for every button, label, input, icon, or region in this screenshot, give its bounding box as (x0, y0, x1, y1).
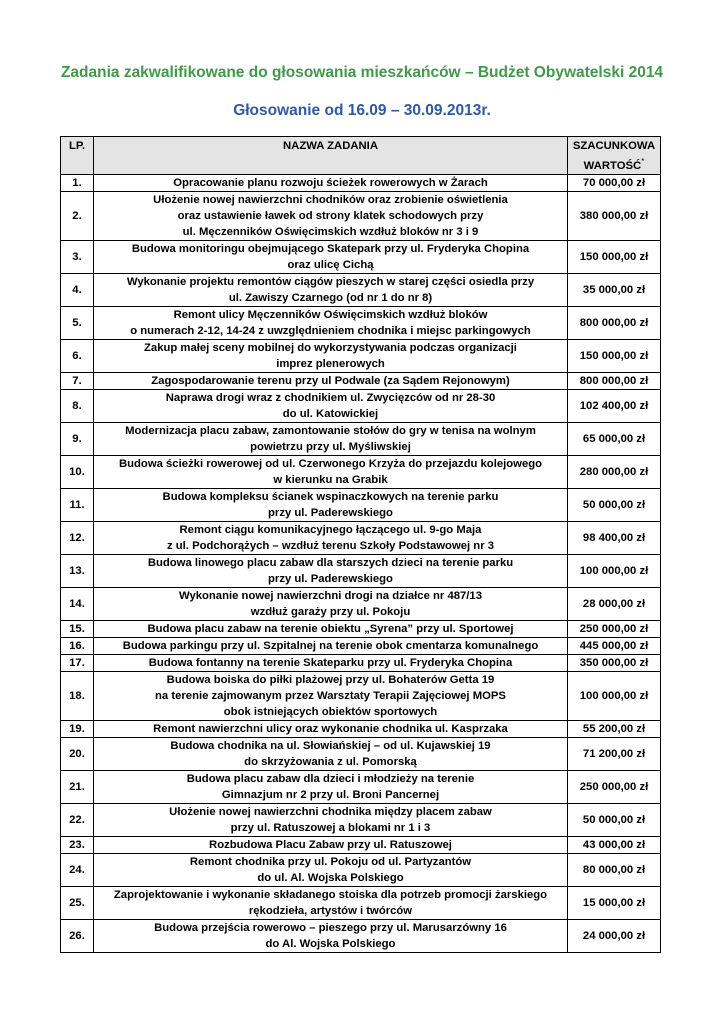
table-header-row (61, 137, 661, 175)
table-row (61, 389, 661, 422)
row-number: 1. (61, 174, 94, 191)
table-row (61, 637, 661, 654)
row-number: 22. (61, 803, 94, 836)
estimated-value: 380 000,00 zł (568, 191, 661, 240)
estimated-value: 102 400,00 zł (568, 389, 661, 422)
row-number: 2. (61, 191, 94, 240)
row-number: 5. (61, 306, 94, 339)
task-name: Zakup małej sceny mobilnej do wykorzystywania podczas organizacji imprez plenerowych (94, 339, 568, 372)
estimated-value: 800 000,00 zł (568, 306, 661, 339)
estimated-value: 70 000,00 zł (568, 174, 661, 191)
table-row (61, 770, 661, 803)
row-number: 17. (61, 654, 94, 671)
row-number: 26. (61, 919, 94, 952)
table-row (61, 737, 661, 770)
task-name: Wykonanie nowej nawierzchni drogi na działce nr 487/13 wzdłuż garaży przy ul. Pokoju (94, 587, 568, 620)
row-number: 10. (61, 455, 94, 488)
estimated-value: 28 000,00 zł (568, 587, 661, 620)
task-name: Ułożenie nowej nawierzchni chodnika między placem zabaw przy ul. Ratuszowej a blokami nr 1 i 3 (94, 803, 568, 836)
estimated-value: 43 000,00 zł (568, 836, 661, 853)
estimated-value: 280 000,00 zł (568, 455, 661, 488)
estimated-value: 15 000,00 zł (568, 886, 661, 919)
row-number: 24. (61, 853, 94, 886)
estimated-value: 250 000,00 zł (568, 620, 661, 637)
task-name: Budowa przejścia rowerowo – pieszego przy ul. Marusarzówny 16 do Al. Wojska Polskiego (94, 919, 568, 952)
table-row (61, 654, 661, 671)
row-number: 18. (61, 671, 94, 720)
table-row (61, 372, 661, 389)
task-name: Budowa placu zabaw dla dzieci i młodzieży na terenie Gimnazjum nr 2 przy ul. Broni Pancernej (94, 770, 568, 803)
task-name: Budowa monitoringu obejmującego Skatepark przy ul. Fryderyka Chopina oraz ulicę Cichą (94, 240, 568, 273)
task-name: Budowa parkingu przy ul. Szpitalnej na terenie obok cmentarza komunalnego (94, 637, 568, 654)
estimated-value: 50 000,00 zł (568, 803, 661, 836)
task-name: Zaprojektowanie i wykonanie składanego stoiska dla potrzeb promocji żarskiego rękodzieła, artystów i twórców (94, 886, 568, 919)
estimated-value: 800 000,00 zł (568, 372, 661, 389)
task-name: Budowa fontanny na terenie Skateparku przy ul. Fryderyka Chopina (94, 654, 568, 671)
row-number: 13. (61, 554, 94, 587)
tasks-table (60, 136, 661, 953)
table-row (61, 919, 661, 952)
row-number: 21. (61, 770, 94, 803)
header-estimated-value (568, 137, 661, 175)
estimated-value: 445 000,00 zł (568, 637, 661, 654)
row-number: 15. (61, 620, 94, 637)
table-body (61, 174, 661, 952)
estimated-value: 98 400,00 zł (568, 521, 661, 554)
row-number: 4. (61, 273, 94, 306)
estimated-value: 250 000,00 zł (568, 770, 661, 803)
table-row (61, 836, 661, 853)
row-number: 12. (61, 521, 94, 554)
table-row (61, 240, 661, 273)
row-number: 11. (61, 488, 94, 521)
estimated-value: 100 000,00 zł (568, 554, 661, 587)
task-name: Opracowanie planu rozwoju ścieżek rowerowych w Żarach (94, 174, 568, 191)
estimated-value: 150 000,00 zł (568, 240, 661, 273)
table-row (61, 422, 661, 455)
task-name: Ułożenie nowej nawierzchni chodników oraz zrobienie oświetlenia oraz ustawienie ławek od strony klatek schodowych przy ul. Męczenników Oświęcimskich wzdłuż bloków nr 3 i 9 (94, 191, 568, 240)
table-row (61, 455, 661, 488)
table-row (61, 521, 661, 554)
task-name: Budowa chodnika na ul. Słowiańskiej – od ul. Kujawskiej 19 do skrzyżowania z ul. Pomorską (94, 737, 568, 770)
table-row (61, 620, 661, 637)
table-row (61, 803, 661, 836)
task-name: Budowa linowego placu zabaw dla starszych dzieci na terenie parku przy ul. Paderewskiego (94, 554, 568, 587)
task-name: Remont ciągu komunikacyjnego łączącego ul. 9-go Maja z ul. Podchorążych – wzdłuż terenu Szkoły Podstawowej nr 3 (94, 521, 568, 554)
table-row (61, 339, 661, 372)
task-name: Remont chodnika przy ul. Pokoju od ul. Partyzantów do ul. Al. Wojska Polskiego (94, 853, 568, 886)
table-row (61, 488, 661, 521)
task-name: Budowa boiska do piłki plażowej przy ul. Bohaterów Getta 19 na terenie zajmowanym przez Warsztaty Terapii Zajęciowej MOPS obok istniejących obiektów sportowych (94, 671, 568, 720)
task-name: Zagospodarowanie terenu przy ul Podwale (za Sądem Rejonowym) (94, 372, 568, 389)
row-number: 9. (61, 422, 94, 455)
estimated-value: 65 000,00 zł (568, 422, 661, 455)
table-row (61, 853, 661, 886)
estimated-value: 55 200,00 zł (568, 720, 661, 737)
document-title: Zadania zakwalifikowane do głosowania mieszkańców – Budżet Obywatelski 2014 (60, 64, 664, 81)
row-number: 3. (61, 240, 94, 273)
row-number: 23. (61, 836, 94, 853)
table-row (61, 720, 661, 737)
estimated-value: 350 000,00 zł (568, 654, 661, 671)
task-name: Budowa ścieżki rowerowej od ul. Czerwonego Krzyża do przejazdu kolejowego w kierunku na Grabik (94, 455, 568, 488)
row-number: 19. (61, 720, 94, 737)
row-number: 7. (61, 372, 94, 389)
row-number: 14. (61, 587, 94, 620)
row-number: 8. (61, 389, 94, 422)
task-name: Remont nawierzchni ulicy oraz wykonanie chodnika ul. Kasprzaka (94, 720, 568, 737)
estimated-value: 80 000,00 zł (568, 853, 661, 886)
estimated-value: 71 200,00 zł (568, 737, 661, 770)
table-row (61, 886, 661, 919)
header-lp: LP. (61, 137, 94, 175)
table-row (61, 174, 661, 191)
estimated-value: 35 000,00 zł (568, 273, 661, 306)
header-value-asterisk: * (641, 157, 645, 166)
task-name: Budowa kompleksu ścianek wspinaczkowych na terenie parku przy ul. Paderewskiego (94, 488, 568, 521)
voting-period-subtitle: Głosowanie od 16.09 – 30.09.2013r. (233, 102, 491, 119)
row-number: 20. (61, 737, 94, 770)
table-row (61, 191, 661, 240)
estimated-value: 150 000,00 zł (568, 339, 661, 372)
estimated-value: 50 000,00 zł (568, 488, 661, 521)
task-name: Wykonanie projektu remontów ciągów pieszych w starej części osiedla przy ul. Zawiszy Czarnego (od nr 1 do nr 8) (94, 273, 568, 306)
task-name: Remont ulicy Męczenników Oświęcimskich wzdłuż bloków o numerach 2-12, 14-24 z uwzględnieniem chodnika i miejsc parkingowych (94, 306, 568, 339)
estimated-value: 100 000,00 zł (568, 671, 661, 720)
table-row (61, 306, 661, 339)
table-row (61, 671, 661, 720)
table-row (61, 273, 661, 306)
header-estimated-value-label: SZACUNKOWA WARTOŚĆ (572, 140, 656, 172)
task-name: Naprawa drogi wraz z chodnikiem ul. Zwycięzców od nr 28-30 do ul. Katowickiej (94, 389, 568, 422)
task-name: Rozbudowa Placu Zabaw przy ul. Ratuszowej (94, 836, 568, 853)
table-row (61, 587, 661, 620)
task-name: Budowa placu zabaw na terenie obiektu „Syrena” przy ul. Sportowej (94, 620, 568, 637)
task-name: Modernizacja placu zabaw, zamontowanie stołów do gry w tenisa na wolnym powietrzu przy ul. Myśliwskiej (94, 422, 568, 455)
row-number: 6. (61, 339, 94, 372)
estimated-value: 24 000,00 zł (568, 919, 661, 952)
table-row (61, 554, 661, 587)
header-task-name: NAZWA ZADANIA (94, 137, 568, 175)
row-number: 16. (61, 637, 94, 654)
row-number: 25. (61, 886, 94, 919)
